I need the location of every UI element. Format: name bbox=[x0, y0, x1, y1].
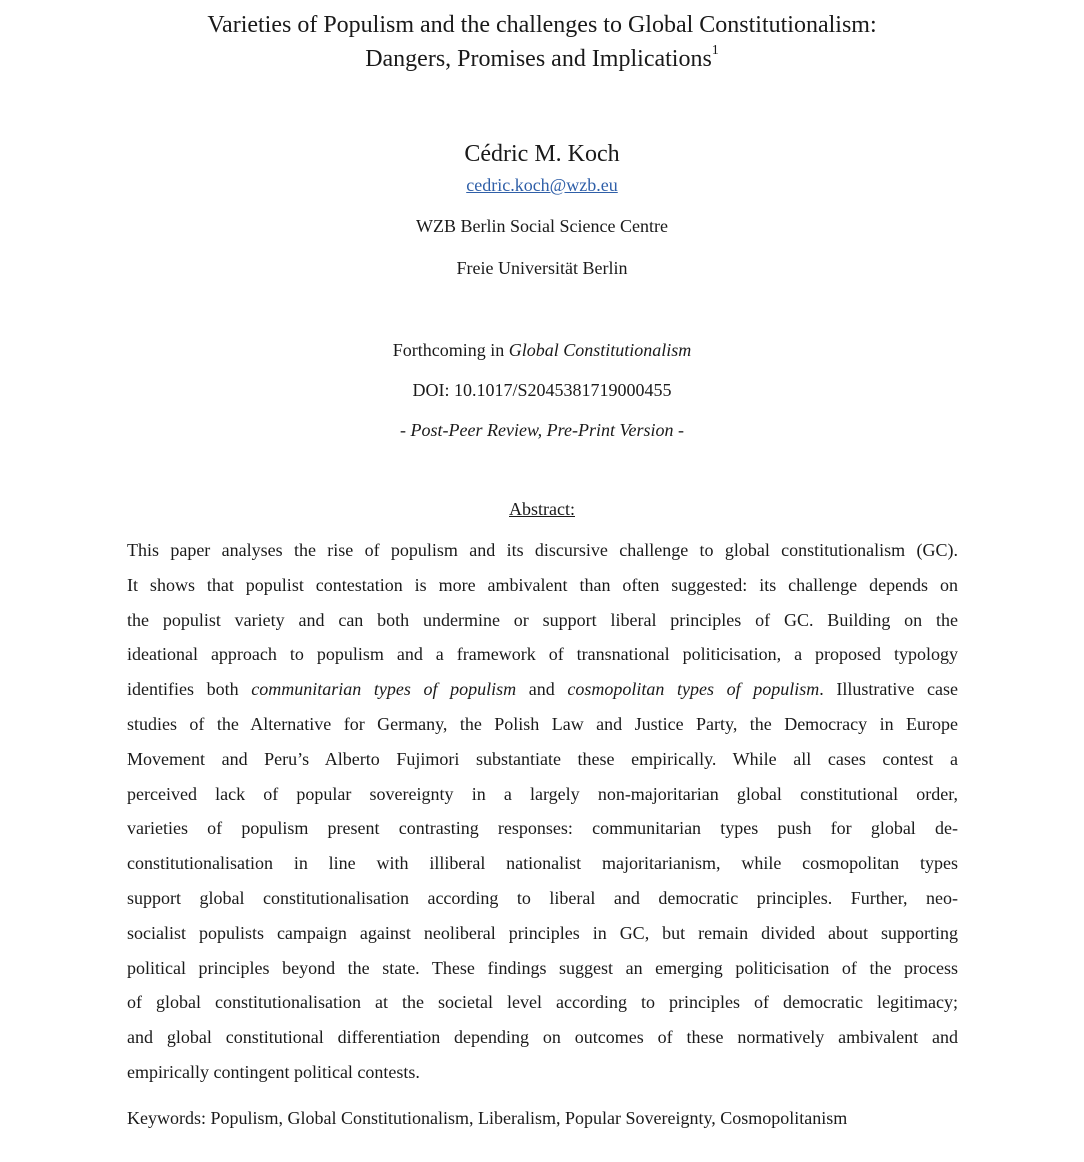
doi: DOI: 10.1017/S2045381719000455 bbox=[412, 380, 672, 400]
footnote-mark[interactable]: 1 bbox=[711, 43, 719, 58]
abstract-line: political principles beyond the state. These findings suggest an emerging politicisation of the process bbox=[127, 957, 958, 978]
abstract-text: identifies both bbox=[127, 679, 252, 700]
abstract-line: perceived lack of popular sovereignty in a largely non-majoritarian global constitutional order, bbox=[127, 783, 958, 804]
abstract-body bbox=[127, 533, 958, 1090]
affiliation-fu-berlin: Freie Universität Berlin bbox=[456, 258, 628, 278]
title-line-2: Dangers, Promises and Implications bbox=[365, 46, 712, 72]
abstract-line: constitutionalisation in line with illiberal nationalist majoritarianism, while cosmopolitan types bbox=[127, 853, 958, 874]
keywords: Keywords: Populism, Global Constitutionalism, Liberalism, Popular Sovereignty, Cosmopolitanism bbox=[127, 1108, 848, 1128]
abstract-line: socialist populists campaign against neoliberal principles in GC, but remain divided about supporting bbox=[127, 922, 958, 943]
abstract-line: of global constitutionalisation at the societal level according to principles of democratic legitimacy; bbox=[127, 992, 958, 1013]
affiliation-wzb: WZB Berlin Social Science Centre bbox=[416, 216, 668, 236]
abstract-line: It shows that populist contestation is more ambivalent than often suggested: its challenge depends on bbox=[127, 574, 958, 595]
author-email-link[interactable]: cedric.koch@wzb.eu bbox=[466, 175, 618, 195]
journal-name: Global Constitutionalism bbox=[508, 340, 692, 360]
abstract-line: the populist variety and can both undermine or support liberal principles of GC. Building on the bbox=[127, 609, 958, 630]
abstract-line: studies of the Alternative for Germany, the Polish Law and Justice Party, the Democracy in Europe bbox=[127, 713, 958, 734]
abstract-text: . Illustrative case bbox=[819, 679, 958, 700]
abstract-line bbox=[127, 672, 958, 707]
title-line-1: Varieties of Populism and the challenges to Global Constitutionalism: bbox=[207, 12, 877, 38]
abstract-line: varieties of populism present contrasting responses: communitarian types push for global de- bbox=[127, 818, 958, 839]
abstract-text: and bbox=[516, 679, 568, 700]
abstract-line: ideational approach to populism and a framework of transnational politicisation, a proposed typology bbox=[127, 644, 958, 665]
abstract-line: This paper analyses the rise of populism and its discursive challenge to global constitutionalism (GC). bbox=[127, 540, 958, 560]
abstract-line: Movement and Peru’s Alberto Fujimori substantiate these empirically. While all cases contest a bbox=[127, 748, 958, 769]
abstract-line: empirically contingent political contests. bbox=[127, 1061, 420, 1082]
author-name: Cédric M. Koch bbox=[464, 141, 620, 167]
version-note: - Post-Peer Review, Pre-Print Version - bbox=[400, 420, 684, 440]
cosmopolitan-term: cosmopolitan types of populism bbox=[567, 679, 820, 700]
paper-title bbox=[0, 8, 1084, 76]
abstract-line: and global constitutional differentiation depending on outcomes of these normatively ambivalent and bbox=[127, 1027, 958, 1048]
forthcoming-prefix: Forthcoming in bbox=[392, 340, 509, 360]
abstract-heading: Abstract: bbox=[509, 499, 575, 519]
forthcoming-note bbox=[0, 340, 1084, 361]
communitarian-term: communitarian types of populism bbox=[251, 679, 517, 700]
abstract-line: support global constitutionalisation according to liberal and democratic principles. Further, neo- bbox=[127, 887, 958, 908]
